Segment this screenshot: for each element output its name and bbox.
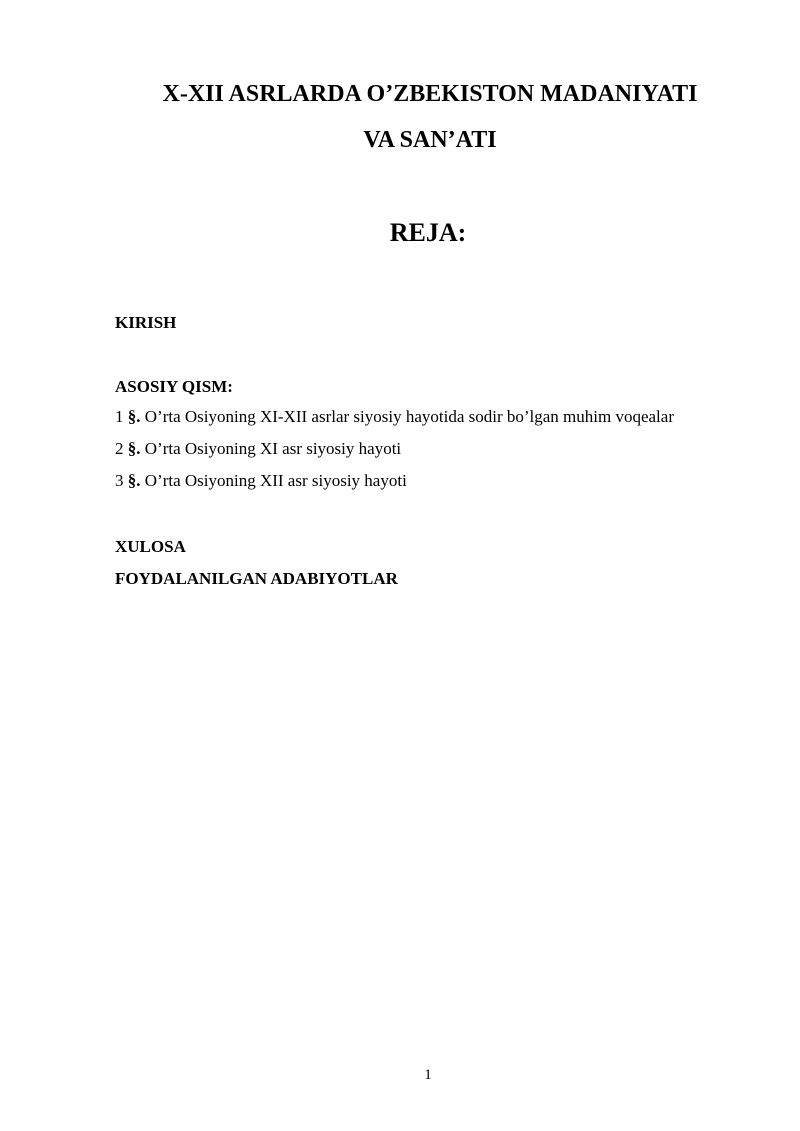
- section-conclusion: XULOSA: [115, 537, 186, 556]
- document-title-line-1: X-XII ASRLARDA O’ZBEKISTON MADANIYATI: [162, 81, 698, 107]
- plan-item: [115, 407, 674, 427]
- section-intro: KIRISH: [115, 313, 177, 332]
- section-sign: §.: [127, 407, 141, 426]
- section-sign: §.: [127, 471, 141, 490]
- plan-item-number: 3: [115, 471, 124, 490]
- section-main-part: ASOSIY QISM:: [115, 377, 233, 396]
- plan-item: [115, 471, 407, 491]
- plan-item-text: O’rta Osiyoning XI-XII asrlar siyosiy hayotida sodir bo’lgan muhim voqealar: [144, 407, 674, 426]
- plan-heading: REJA:: [389, 218, 467, 247]
- document-title-line-2: VA SAN’ATI: [363, 127, 497, 153]
- plan-item: [115, 439, 401, 459]
- plan-item-number: 1: [115, 407, 124, 426]
- page-number: 1: [424, 1067, 432, 1083]
- plan-item-text: O’rta Osiyoning XII asr siyosiy hayoti: [144, 471, 407, 490]
- section-sign: §.: [127, 439, 141, 458]
- section-references: FOYDALANILGAN ADABIYOTLAR: [115, 569, 398, 588]
- plan-item-text: O’rta Osiyoning XI asr siyosiy hayoti: [144, 439, 402, 458]
- plan-item-number: 2: [115, 439, 124, 458]
